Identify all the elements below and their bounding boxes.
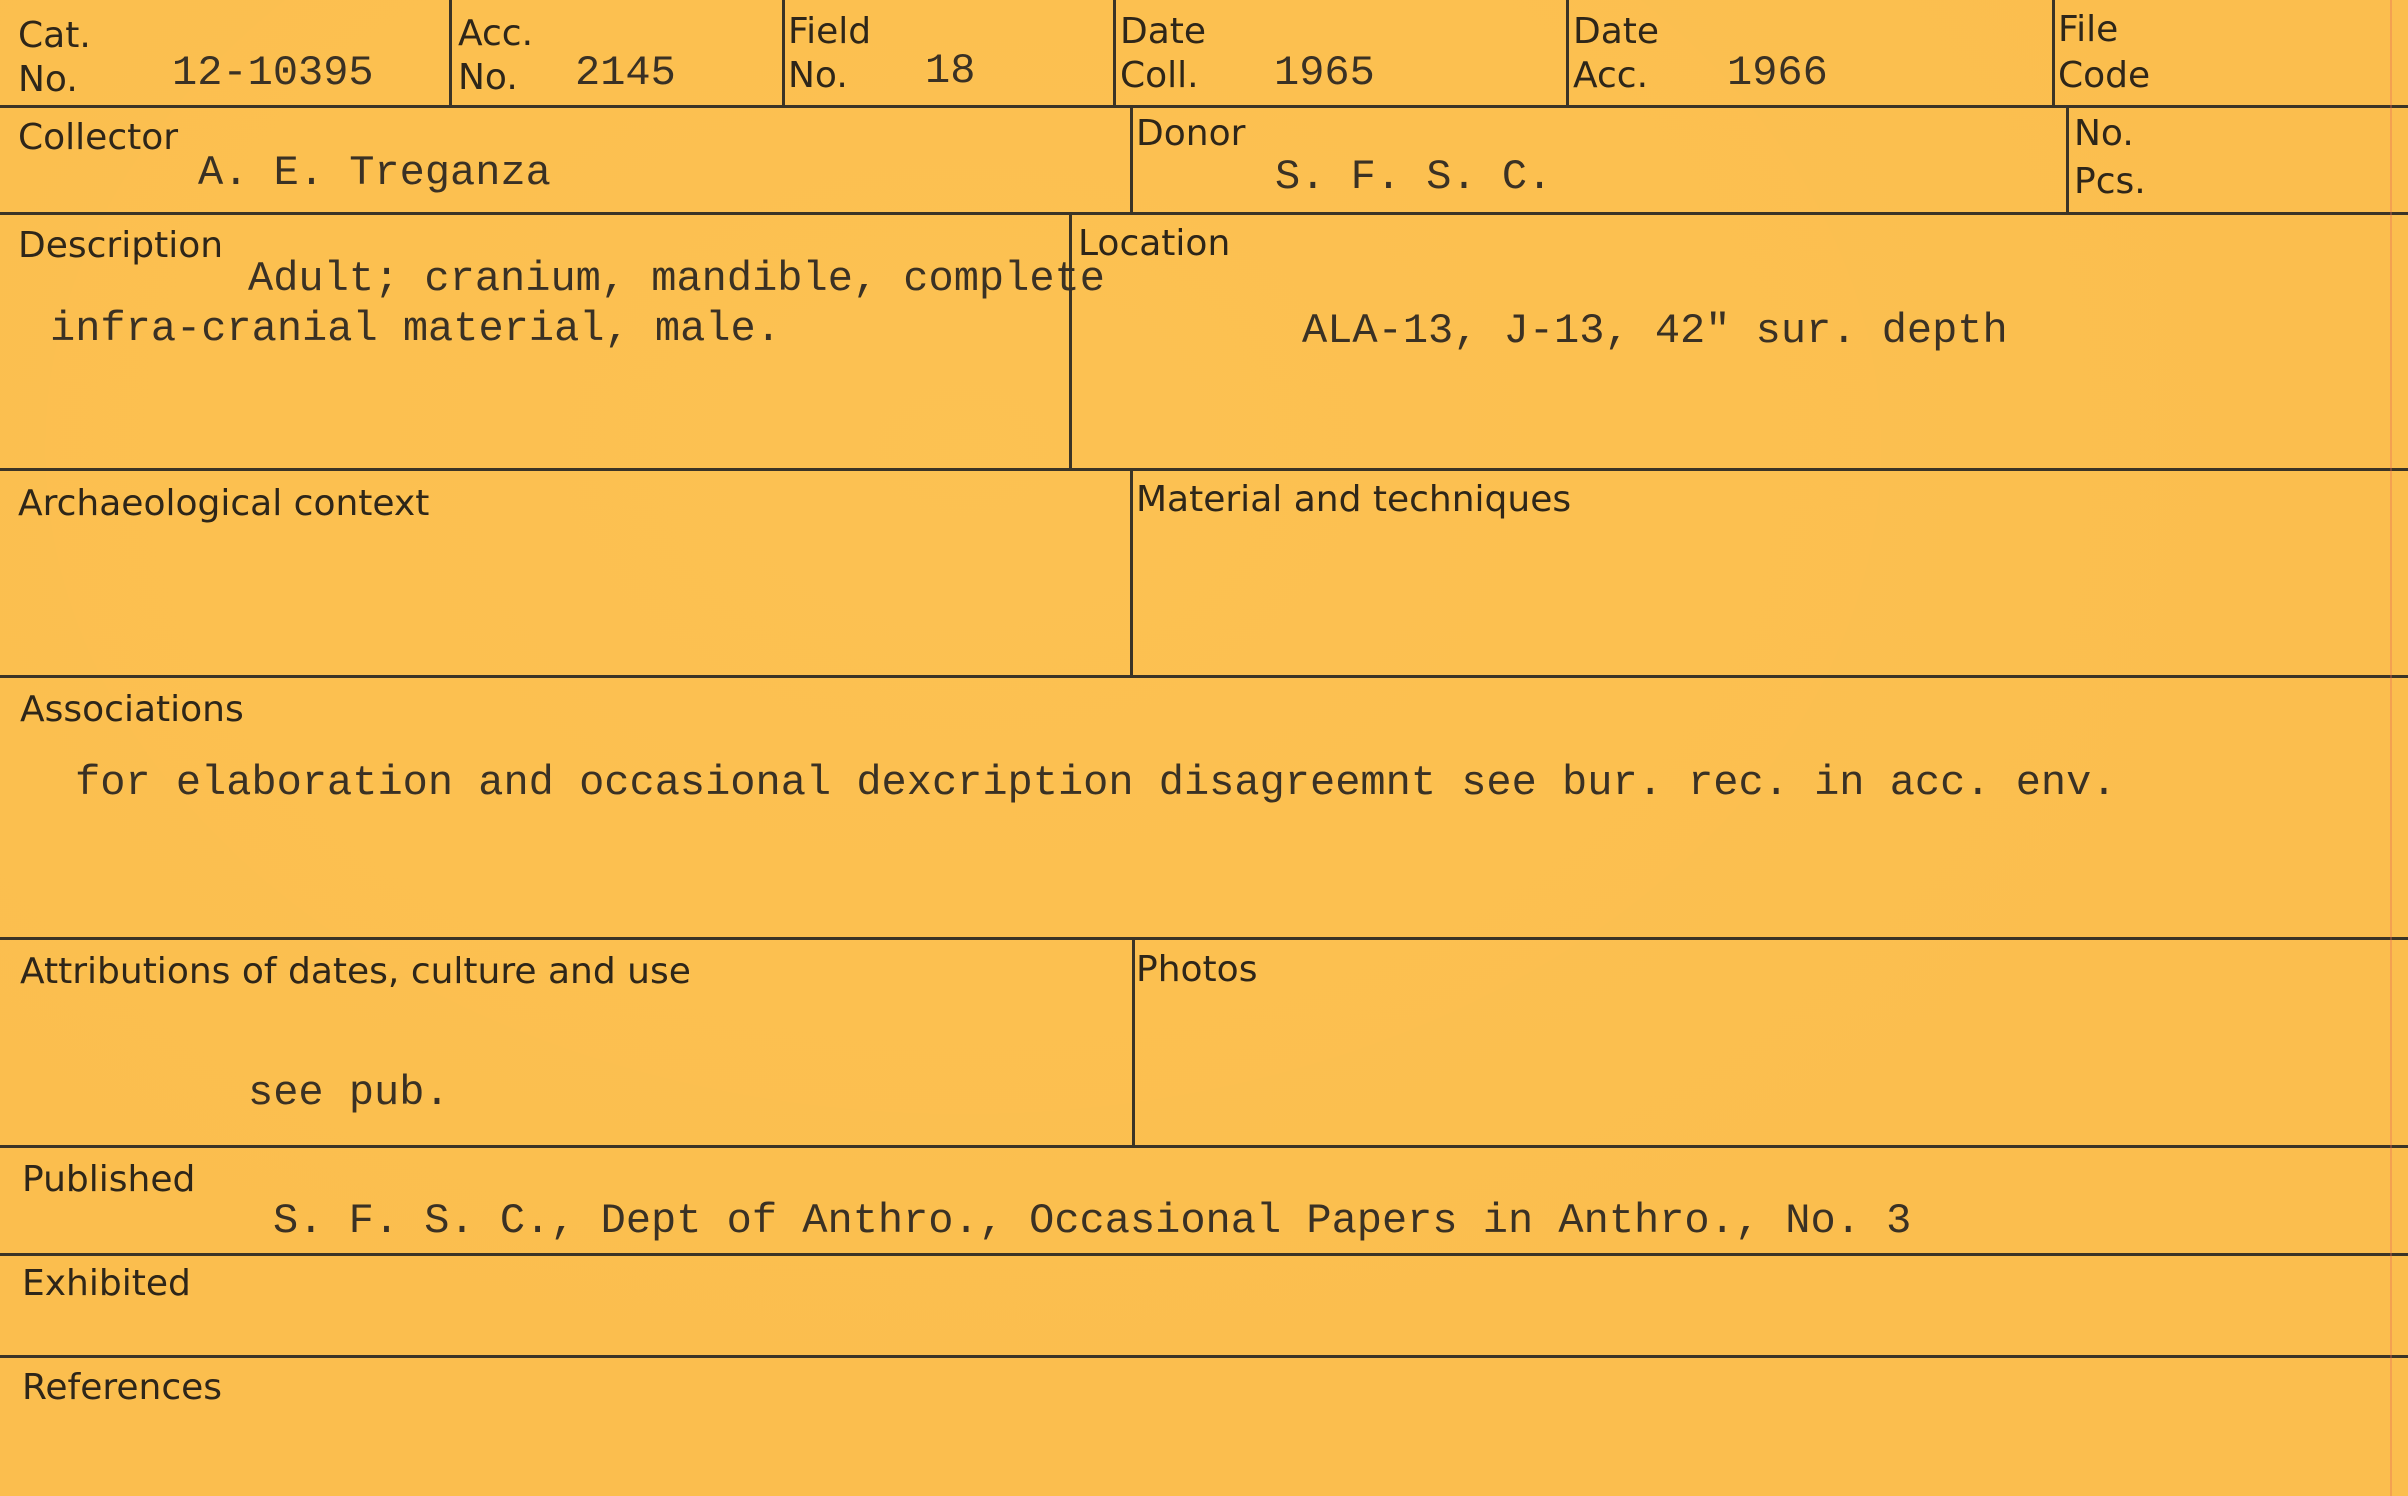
donor-value: S. F. S. C.	[1275, 153, 1553, 201]
rule-attributions-bottom	[0, 1145, 2408, 1148]
description-line-2: infra-cranial material, male.	[50, 305, 781, 353]
associations-value: for elaboration and occasional dexcription disagreemnt see bur. rec. in acc. env.	[75, 759, 2117, 807]
file-code-label-2: Code	[2058, 55, 2151, 96]
archaeological-context-label: Archaeological context	[18, 483, 430, 524]
field-label-1: Field	[788, 11, 872, 52]
acc-label-1: Acc.	[458, 13, 534, 54]
rule-exhibited-bottom	[0, 1355, 2408, 1358]
date-acc-label-1: Date	[1573, 11, 1660, 52]
pieces-label-1: No.	[2074, 113, 2134, 154]
rule-header-v4	[1566, 0, 1569, 107]
exhibited-label: Exhibited	[22, 1263, 191, 1304]
pieces-label-2: Pcs.	[2074, 161, 2146, 202]
cat-label-2: No.	[18, 59, 78, 100]
rule-donor-pieces	[2066, 105, 2069, 214]
file-code-label-1: File	[2058, 9, 2119, 50]
date-acc-value: 1966	[1727, 49, 1828, 97]
rule-collector-donor	[1130, 105, 1133, 214]
rule-attributions-photos	[1132, 937, 1135, 1147]
attributions-label: Attributions of dates, culture and use	[20, 951, 691, 992]
acc-label-2: No.	[458, 57, 518, 98]
collector-value: A. E. Treganza	[198, 149, 551, 197]
rule-header-v1	[449, 0, 452, 107]
date-acc-label-2: Acc.	[1573, 55, 1649, 96]
rule-header-v2	[782, 0, 785, 107]
date-coll-value: 1965	[1274, 49, 1375, 97]
card-edge-rule	[2390, 0, 2392, 1496]
rule-description-bottom	[0, 468, 2408, 471]
rule-collector-bottom	[0, 212, 2408, 215]
donor-label: Donor	[1136, 113, 1246, 154]
field-number-value: 18	[925, 47, 976, 95]
rule-header-v5	[2052, 0, 2055, 107]
rule-header-bottom	[0, 105, 2408, 108]
attributions-value: see pub.	[248, 1069, 450, 1117]
rule-context-bottom	[0, 675, 2408, 678]
references-label: References	[22, 1367, 223, 1408]
rule-associations-bottom	[0, 937, 2408, 940]
rule-context-material	[1130, 468, 1133, 677]
field-label-2: No.	[788, 55, 848, 96]
location-label: Location	[1078, 223, 1231, 264]
rule-header-v3	[1113, 0, 1116, 107]
acc-number-value: 2145	[575, 49, 676, 97]
published-label: Published	[22, 1159, 196, 1200]
collector-label: Collector	[18, 117, 179, 158]
description-label: Description	[18, 225, 224, 266]
date-coll-label-1: Date	[1120, 11, 1207, 52]
rule-description-location	[1069, 212, 1072, 470]
photos-label: Photos	[1136, 949, 1258, 990]
associations-label: Associations	[20, 689, 244, 730]
published-value: S. F. S. C., Dept of Anthro., Occasional Papers in Anthro., No. 3	[273, 1197, 1912, 1245]
rule-published-bottom	[0, 1253, 2408, 1256]
description-line-1: Adult; cranium, mandible, complete	[248, 255, 1105, 303]
cat-label-1: Cat.	[18, 15, 91, 56]
date-coll-label-2: Coll.	[1120, 55, 1199, 96]
location-value: ALA-13, J-13, 42" sur. depth	[1302, 307, 2008, 355]
cat-number-value: 12-10395	[172, 49, 374, 97]
material-techniques-label: Material and techniques	[1136, 479, 1572, 520]
